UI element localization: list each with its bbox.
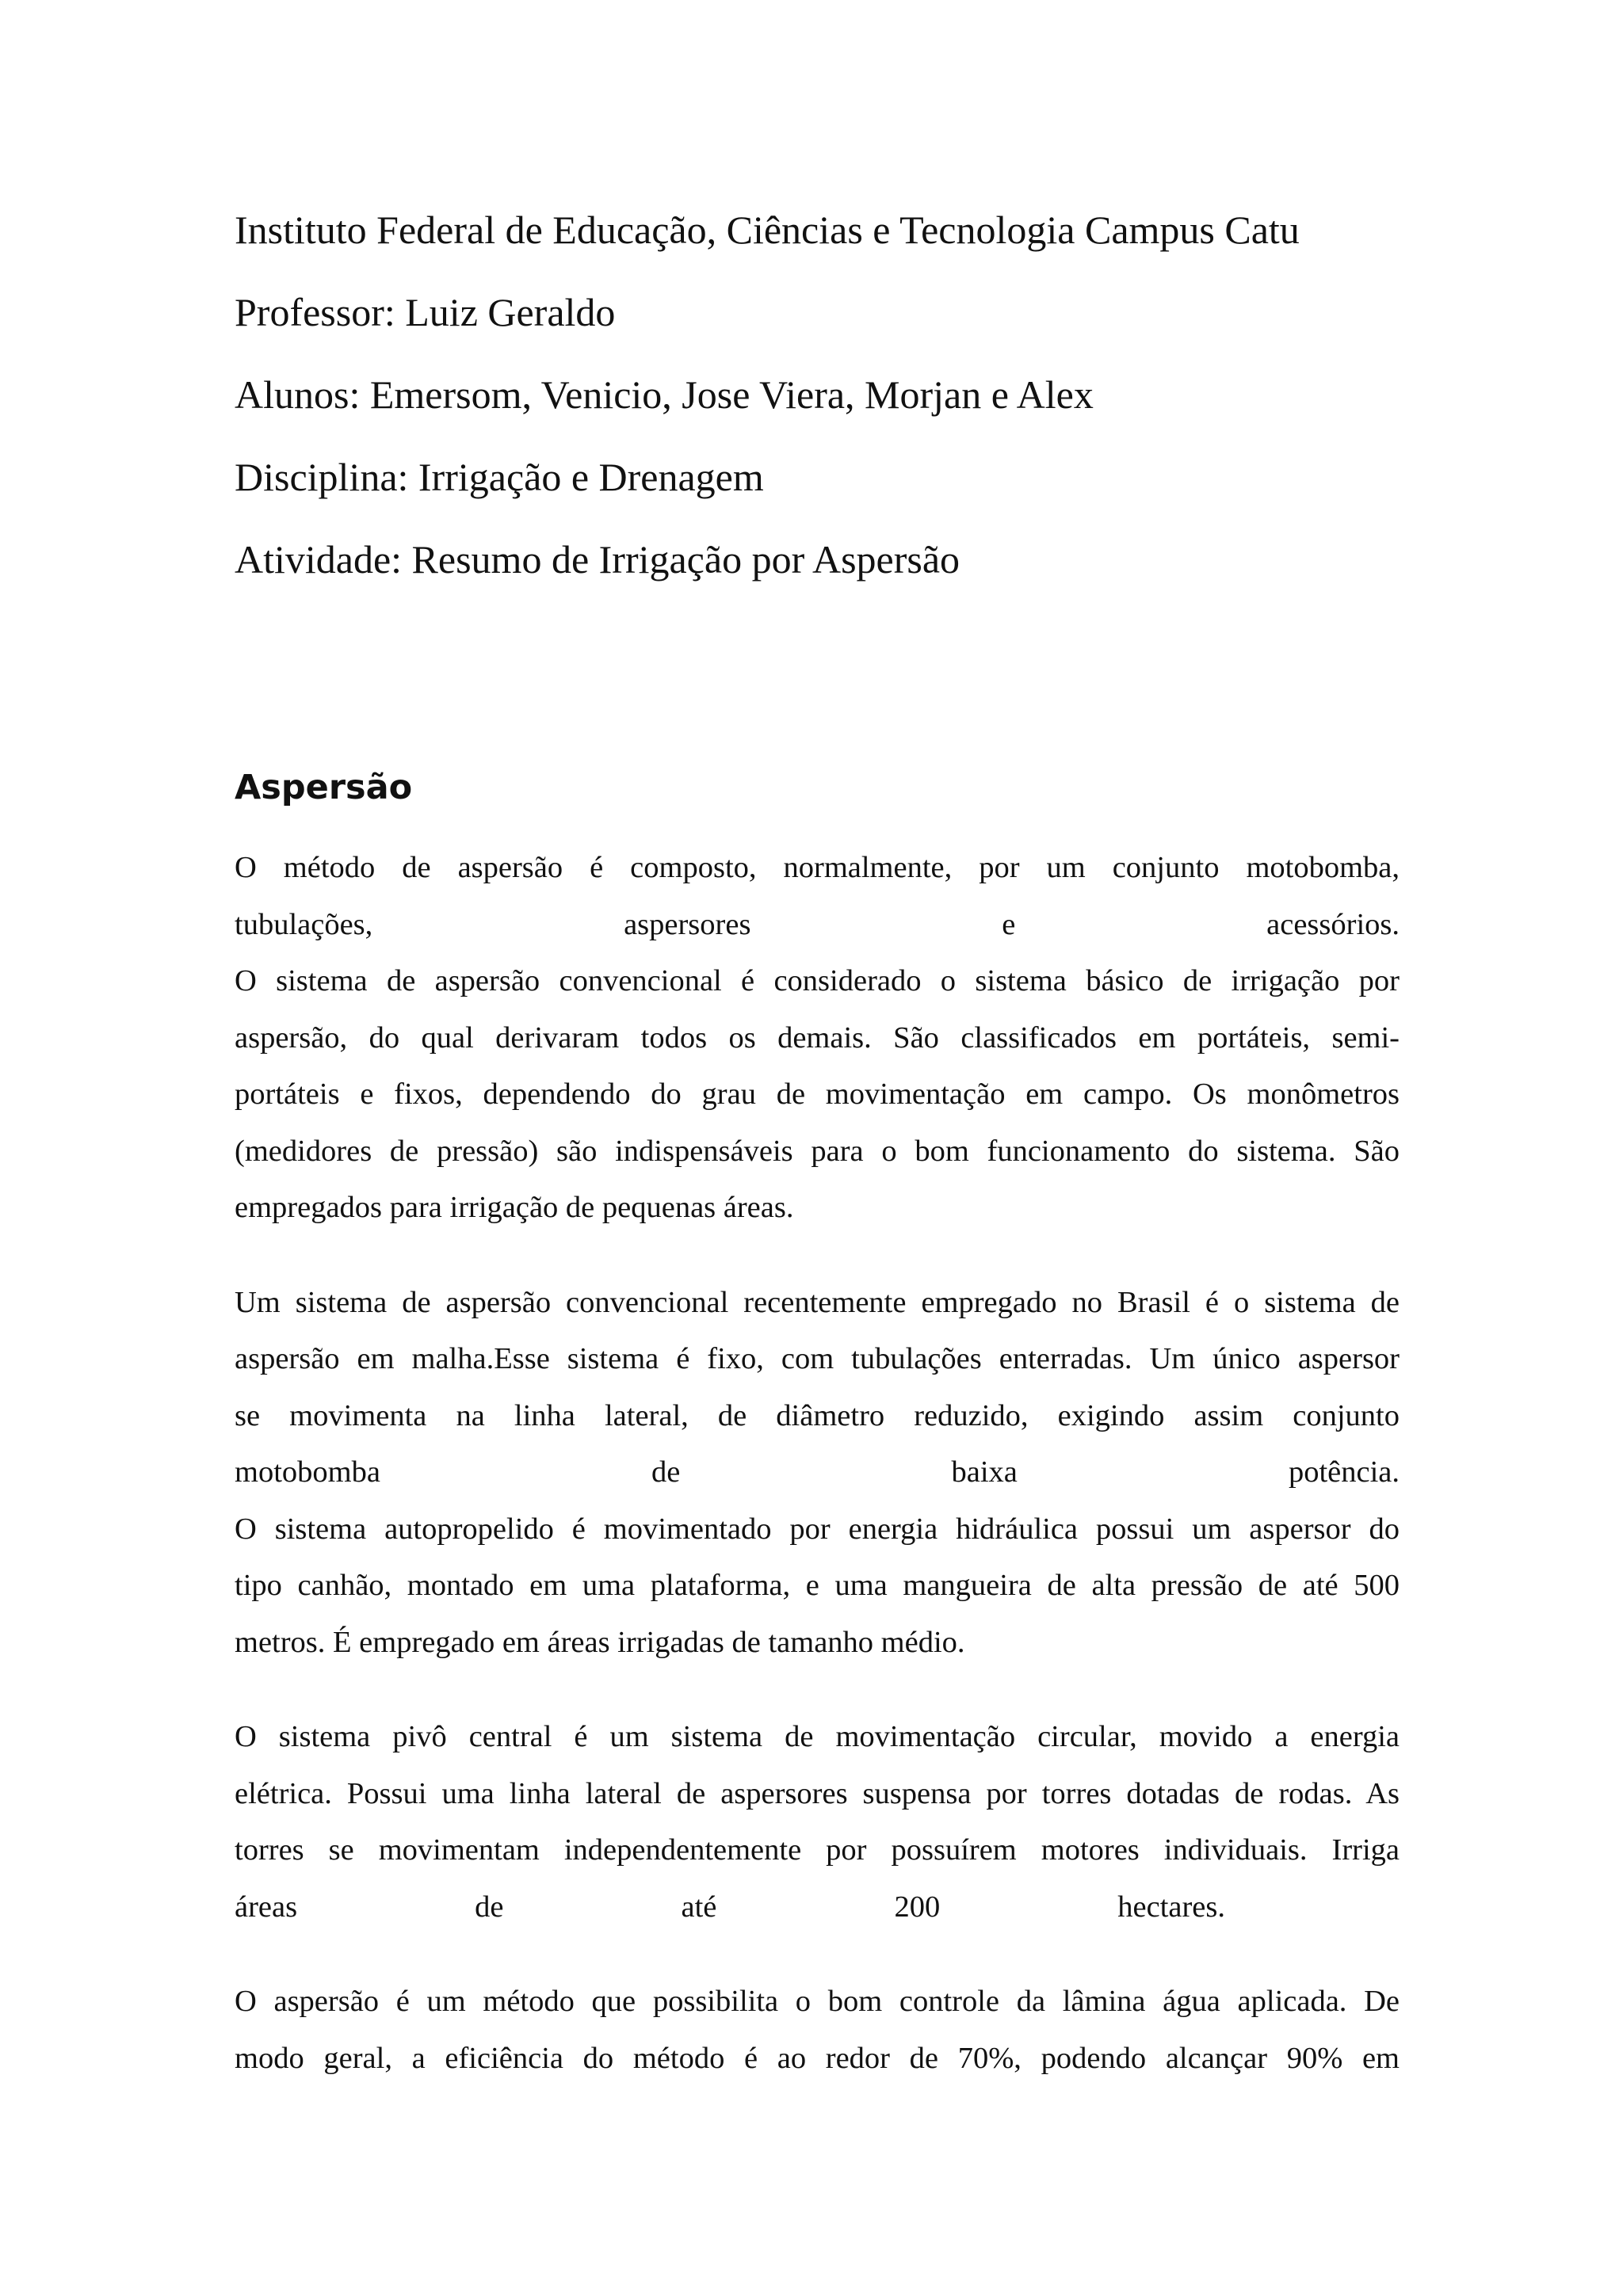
paragraph-line: modo geral, a eficiência do método é ao redor de 70%, podendo alcançar 90% em [235, 2041, 1400, 2075]
paragraph-line: Um sistema de aspersão convencional recentemente empregado no Brasil é o sistema de [235, 1285, 1400, 1319]
paragraph-line: aspersão em malha.Esse sistema é fixo, com tubulações enterradas. Um único aspersor [235, 1342, 1400, 1375]
paragraph [235, 1974, 1400, 2087]
body-text [235, 840, 1400, 2125]
paragraph-line: torres se movimentam independentemente por possuírem motores individuais. Irriga [235, 1833, 1400, 1867]
paragraph-line: O sistema autopropelido é movimentado por energia hidráulica possui um aspersor do [235, 1512, 1400, 1546]
paragraph-line: empregados para irrigação de pequenas áreas. [235, 1191, 794, 1224]
paragraph-line: O aspersão é um método que possibilita o bom controle da lâmina água aplicada. De [235, 1985, 1400, 2018]
paragraph [235, 1709, 1400, 1936]
section-title: Aspersão [235, 768, 413, 807]
paragraph-line: metros. É empregado em áreas irrigadas de tamanho médio. [235, 1625, 965, 1659]
institution-line: Instituto Federal de Educação, Ciências e Tecnologia Campus Catu [235, 208, 1300, 252]
paragraph [235, 1275, 1400, 1672]
document-header [235, 189, 1423, 601]
paragraph-line: O método de aspersão é composto, normalmente, por um conjunto motobomba, [235, 851, 1400, 884]
paragraph-line: motobomba de baixa potência. [235, 1455, 1400, 1489]
paragraph-line: aspersão, do qual derivaram todos os demais. São classificados em portáteis, semi- [235, 1020, 1400, 1055]
professor-line: Professor: Luiz Geraldo [235, 290, 616, 334]
paragraph [235, 840, 1400, 1237]
activity-line: Atividade: Resumo de Irrigação por Aspersão [235, 537, 960, 582]
paragraph-line: (medidores de pressão) são indispensáveis para o bom funcionamento do sistema. São [235, 1134, 1400, 1168]
students-line: Alunos: Emersom, Venicio, Jose Viera, Morjan e Alex [235, 372, 1094, 417]
paragraph-line: tubulações, aspersores e acessórios. [235, 907, 1400, 941]
paragraph-line: tipo canhão, montado em uma plataforma, e uma mangueira de alta pressão de até 500 [235, 1569, 1400, 1602]
paragraph-line: áreas de até 200 hectares. [235, 1890, 1225, 1924]
paragraph-line: elétrica. Possui uma linha lateral de aspersores suspensa por torres dotadas de rodas. As [235, 1776, 1400, 1810]
paragraph-line: O sistema pivô central é um sistema de movimentação circular, movido a energia [235, 1720, 1400, 1753]
discipline-line: Disciplina: Irrigação e Drenagem [235, 455, 764, 499]
paragraph-line: O sistema de aspersão convencional é considerado o sistema básico de irrigação por [235, 964, 1400, 997]
paragraph-line: portáteis e fixos, dependendo do grau de movimentação em campo. Os monômetros [235, 1077, 1400, 1111]
paragraph-line: se movimenta na linha lateral, de diâmetro reduzido, exigindo assim conjunto [235, 1398, 1400, 1432]
